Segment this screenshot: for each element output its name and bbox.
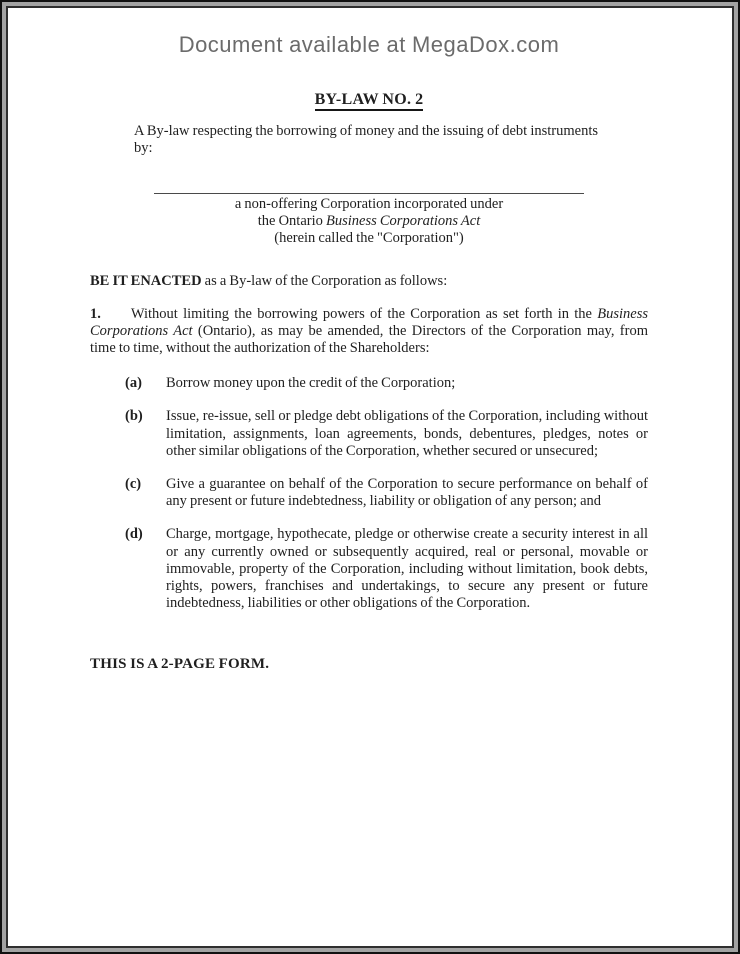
intro-paragraph: A By-law respecting the borrowing of money and the issuing of debt instruments by: (134, 123, 598, 157)
section-1-text-a: Without limiting the borrowing powers of the Corporation as set forth in the (130, 305, 598, 322)
two-page-form-note: THIS IS A 2-PAGE FORM. (90, 656, 270, 673)
clause-a (90, 375, 648, 392)
document-title-text: BY-LAW NO. 2 (315, 91, 424, 111)
clause-a-label: (a) (125, 375, 142, 392)
clause-b-text: Issue, re-issue, sell or pledge debt obligations of the Corporation, including without limitation, assignments, loan agreements, bonds, debentures, pledges, notes or other similar obligations of the Corporation, whether secured or unsecured; (166, 408, 648, 459)
clause-d-text: Charge, mortgage, hypothecate, pledge or otherwise create a security interest in all or any currently owned or subsequently acquired, real or personal, movable or immovable, property of the Corporation, including without limitation, book debts, rights, powers, franchises and undertakings, to secure any present or future indebtedness, liabilities or other obligations of the Corporation. (166, 526, 648, 612)
enactment-clause-rest: as a By-law of the Corporation as follows: (201, 273, 448, 290)
document-page (6, 6, 734, 948)
clause-c-text: Give a guarantee on behalf of the Corporation to secure performance on behalf of any present or future indebtedness, liability or obligation of any person; and (166, 476, 648, 510)
corp-line-1: a non-offering Corporation incorporated under (234, 196, 504, 213)
document-title (90, 91, 648, 109)
enactment-clause (90, 273, 648, 290)
enactment-clause-lead: BE IT ENACTED (90, 273, 202, 290)
clause-c-label: (c) (125, 476, 142, 493)
section-1-number: 1. (90, 305, 101, 322)
clause-b-label: (b) (125, 408, 143, 425)
corp-line-3: (herein called the "Corporation") (274, 230, 464, 247)
corporation-name-blank-line (154, 193, 584, 194)
scan-frame-inner-border (2, 2, 738, 952)
corp-line-2-prefix: the Ontario (257, 213, 327, 230)
clause-a-text: Borrow money upon the credit of the Corporation; (166, 375, 456, 392)
clause-b (90, 408, 648, 460)
corp-line-2-act-name: Business Corporations Act (326, 213, 481, 230)
section-1-act-name: Business Corporations Act (90, 305, 648, 339)
clause-d (90, 526, 648, 612)
clause-d-label: (d) (125, 526, 143, 543)
megadox-watermark-notice: Document available at MegaDox.com (178, 32, 560, 57)
corp-line-2 (90, 213, 648, 230)
section-1-text-b: (Ontario), as may be amended, the Directors of the Corporation may, from time to time, without the authorization of the Shareholders: (90, 322, 648, 357)
section-1-paragraph (90, 306, 648, 358)
corporation-description-block (90, 196, 648, 247)
clause-c (90, 476, 648, 510)
